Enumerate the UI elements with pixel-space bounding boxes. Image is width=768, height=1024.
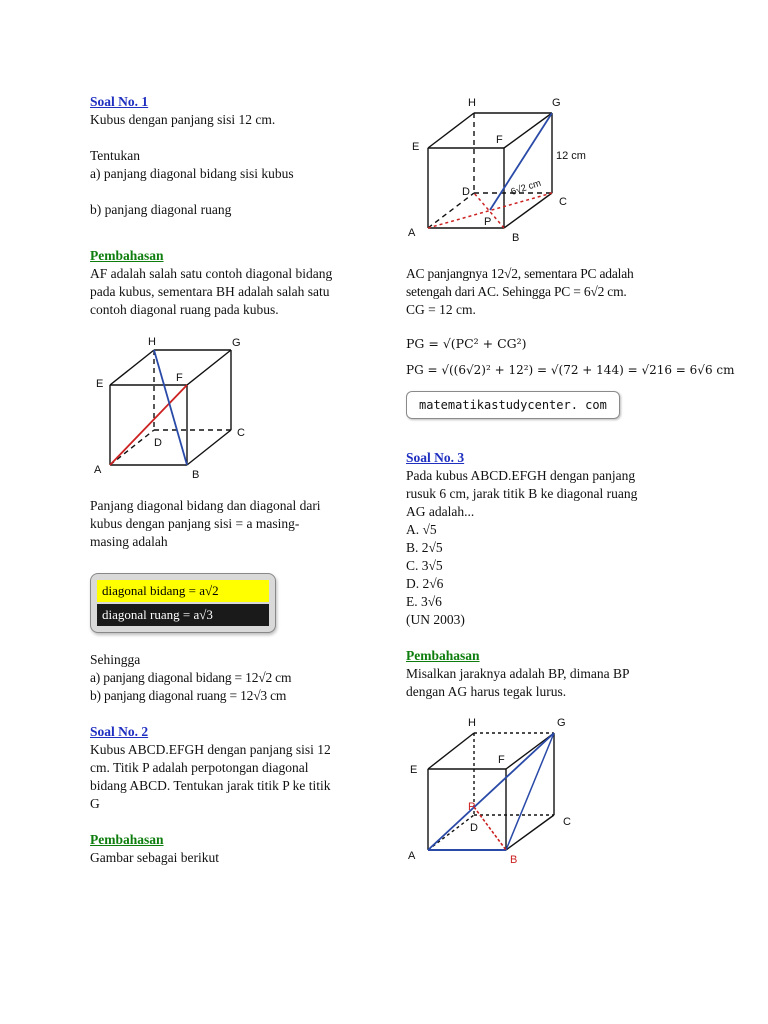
pembahasan1-line: contoh diagonal ruang pada kubus. <box>90 302 279 317</box>
label-c: C <box>237 427 245 439</box>
diagonal-bidang-formula: diagonal bidang = a√2 <box>97 580 269 602</box>
ac-line: setengah dari AC. Sehingga PC = 6√2 cm. <box>406 284 627 299</box>
source-label: (UN 2003) <box>406 612 465 627</box>
segment-bp <box>474 807 506 850</box>
ac-line: AC panjangnya 12√2, sementara PC adalah <box>406 266 634 281</box>
option-c: C. 3√5 <box>406 558 443 573</box>
label-half-diagonal: 6√2 cm <box>509 177 543 198</box>
label-f: F <box>496 134 503 146</box>
soal1-text: Kubus dengan panjang sisi 12 cm. <box>90 112 276 127</box>
label-b: B <box>512 232 520 244</box>
sehingga-label: Sehingga <box>90 652 141 667</box>
pembahasan1-title: Pembahasan <box>90 248 164 263</box>
label-b: B <box>192 469 200 481</box>
option-a: A. √5 <box>406 522 437 537</box>
option-b: B. 2√5 <box>406 540 443 555</box>
gambar-text: Gambar sebagai berikut <box>90 850 219 865</box>
right-column <box>406 95 756 865</box>
label-e: E <box>412 141 420 153</box>
label-a: A <box>408 850 416 862</box>
soal2-title: Soal No. 2 <box>90 724 149 739</box>
option-d: D. 2√6 <box>406 576 444 591</box>
soal3-line: Pada kubus ABCD.EFGH dengan panjang <box>406 468 636 483</box>
label-g: G <box>552 97 561 109</box>
diagonal-ruang-formula: diagonal ruang = a√3 <box>97 604 269 626</box>
label-side-12cm: 12 cm <box>556 150 586 162</box>
label-c: C <box>559 196 567 208</box>
soal3-line: rusuk 6 cm, jarak titik B ke diagonal ruang <box>406 486 638 501</box>
label-h: H <box>148 336 156 348</box>
option-e: E. 3√6 <box>406 594 442 609</box>
label-a: A <box>408 227 416 239</box>
label-f: F <box>498 754 505 766</box>
watermark-box: matematikastudycenter. com <box>406 391 620 419</box>
cube-diagram-2 <box>406 95 606 245</box>
formula-pg-1: PG = √(PC² + CG²) <box>406 336 527 351</box>
label-b: B <box>510 854 518 865</box>
soal3-line: AG adalah... <box>406 504 475 519</box>
pembahasan2-title: Pembahasan <box>90 832 164 847</box>
diagonal-ag <box>428 733 554 850</box>
label-c: C <box>563 816 571 828</box>
label-e: E <box>96 378 104 390</box>
label-e: E <box>410 764 418 776</box>
desc-line: kubus dengan panjang sisi = a masing- <box>90 516 300 531</box>
cube-diagram-1 <box>90 335 290 485</box>
result-b: b) panjang diagonal ruang = 12√3 cm <box>90 688 287 703</box>
label-g: G <box>557 717 566 729</box>
formula-summary-box <box>90 573 276 633</box>
soal1-title: Soal No. 1 <box>90 94 149 109</box>
label-a: A <box>94 464 102 476</box>
soal2-line: bidang ABCD. Tentukan jarak titik P ke titik <box>90 778 331 793</box>
formula-pg-2: PG = √((6√2)² + 12²) = √(72 + 144) = √216 = 6√6 cm <box>406 363 735 377</box>
ac-line: CG = 12 cm. <box>406 302 476 317</box>
result-a: a) panjang diagonal bidang = 12√2 cm <box>90 670 292 685</box>
label-h: H <box>468 717 476 729</box>
label-p: P <box>468 801 476 813</box>
label-h: H <box>468 97 476 109</box>
label-d: D <box>154 437 162 449</box>
label-p: P <box>484 216 492 228</box>
question-b: b) panjang diagonal ruang <box>90 202 232 217</box>
label-d: D <box>462 186 470 198</box>
tentukan-label: Tentukan <box>90 148 141 163</box>
question-a: a) panjang diagonal bidang sisi kubus <box>90 166 294 181</box>
pembahasan1-line: AF adalah salah satu contoh diagonal bidang <box>90 266 333 281</box>
pembahasan1-line: pada kubus, sementara BH adalah salah satu <box>90 284 330 299</box>
soal2-line: Kubus ABCD.EFGH dengan panjang sisi 12 <box>90 742 331 757</box>
pembahasan3-line: Misalkan jaraknya adalah BP, dimana BP <box>406 666 630 681</box>
desc-line: Panjang diagonal bidang dan diagonal dari <box>90 498 321 513</box>
left-column <box>90 93 380 867</box>
pembahasan3-title: Pembahasan <box>406 648 480 663</box>
soal3-title: Soal No. 3 <box>406 450 465 465</box>
segment-pg <box>490 113 552 210</box>
soal2-line: G <box>90 796 100 811</box>
label-d: D <box>470 822 478 834</box>
label-f: F <box>176 372 183 384</box>
label-g: G <box>232 337 241 349</box>
desc-line: masing adalah <box>90 534 168 549</box>
soal2-line: cm. Titik P adalah perpotongan diagonal <box>90 760 309 775</box>
cube-diagram-3 <box>406 715 606 865</box>
pembahasan3-line: dengan AG harus tegak lurus. <box>406 684 567 699</box>
